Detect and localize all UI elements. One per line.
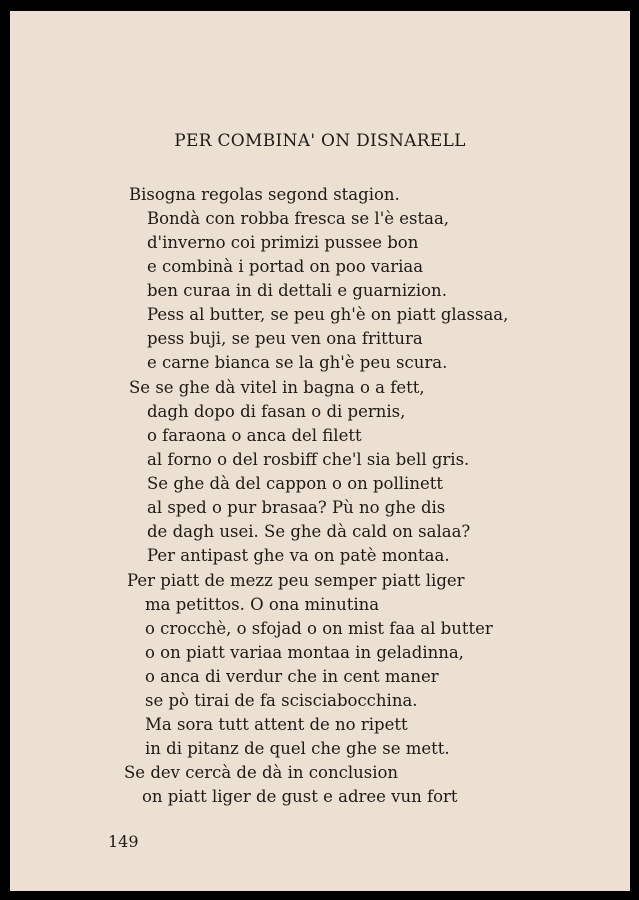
poem-line: Se ghe dà del cappon o on pollinett [147,474,443,493]
poem-line: ben curaa in di dettali e guarnizion. [147,281,447,300]
poem-line: in di pitanz de quel che ghe se mett. [145,739,450,758]
poem-line: ma petittos. O ona minutina [145,595,380,614]
poem-line: Ma sora tutt attent de no ripett [145,715,408,734]
poem-line: dagh dopo di fasan o di pernis, [147,402,406,421]
poem-line: Se dev cercà de dà in conclusion [124,763,399,782]
poem-line: Per antipast ghe va on patè montaa. [147,546,450,565]
poem-line: Pess al butter, se peu gh'è on piatt glassaa, [147,305,509,324]
poem-line: o faraona o anca del filett [147,426,362,445]
poem-line: pess buji, se peu ven ona frittura [147,329,423,348]
poem-line: o anca di verdur che in cent maner [145,667,439,686]
poem-line: e combinà i portad on poo variaa [147,257,424,276]
poem-line: on piatt liger de gust e adree vun fort [142,787,458,806]
poem-line: Se se ghe dà vitel in bagna o a fett, [129,378,425,397]
poem-line: o on piatt variaa montaa in geladinna, [145,643,464,662]
poem-line: o crocchè, o sfojad o on mist faa al butter [145,619,493,638]
poem-line: de dagh usei. Se ghe dà cald on salaa? [147,522,471,541]
poem-line: Per piatt de mezz peu semper piatt liger [127,571,465,590]
poem-line: e carne bianca se la gh'è peu scura. [147,353,448,372]
poem-line: Bisogna regolas segond stagion. [129,185,400,204]
book-page [10,11,630,891]
poem-line: Bondà con robba fresca se l'è estaa, [147,209,450,228]
poem-line: se pò tirai de fa scisciabocchina. [145,691,418,710]
page-number: 149 [108,832,139,851]
poem-line: al forno o del rosbiff che'l sia bell gris. [147,450,470,469]
poem-line: d'inverno coi primizi pussee bon [147,233,419,252]
poem-title: PER COMBINA' ON DISNARELL [174,131,466,151]
poem-line: al sped o pur brasaa? Pù no ghe dis [147,498,446,517]
